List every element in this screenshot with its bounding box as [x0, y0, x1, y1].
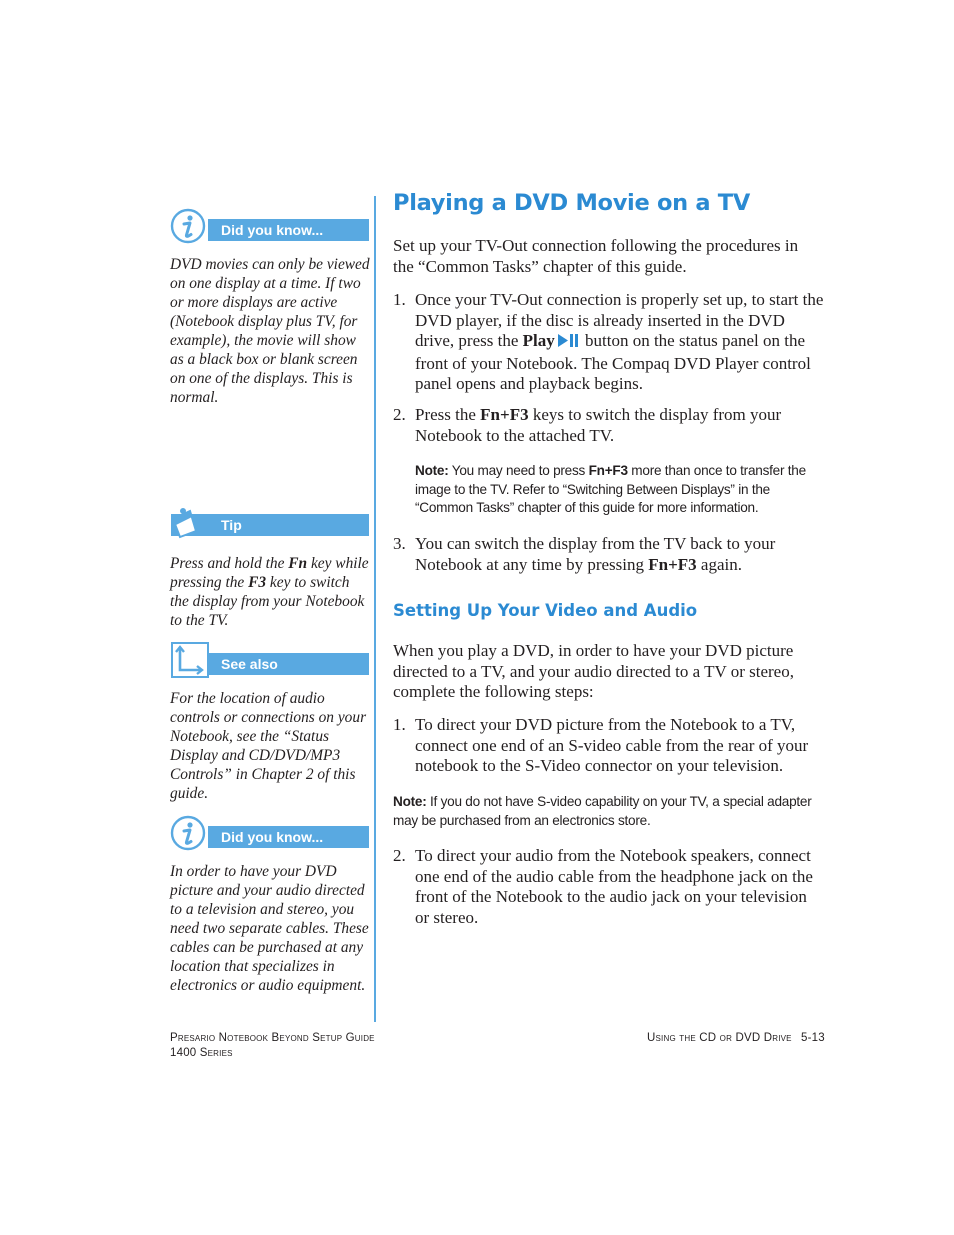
page-number: 5-13	[801, 1032, 825, 1044]
section-subtitle: Setting Up Your Video and Audio	[393, 601, 698, 620]
play-pause-icon	[557, 333, 579, 354]
footer-series: 1400 Series	[170, 1047, 233, 1059]
step-video	[393, 715, 825, 777]
step-number: 1.	[393, 715, 406, 734]
tip-text	[170, 554, 370, 630]
step-body: To direct your DVD picture from the Notebook to a TV, connect one end of an S-video cable from the rear of your notebook to the S-Video connector on your television.	[415, 715, 809, 776]
see-also-title: See also	[221, 656, 278, 672]
did-you-know-title-2: Did you know...	[221, 829, 324, 845]
info-icon	[170, 815, 208, 851]
key-combo: Fn+F3	[648, 554, 697, 574]
did-you-know-text-2: In order to have your DVD picture and your audio directed to a television and stereo, you need two separate cables. These cables can be purchased at any location that specializes in electronics or audio equipment.	[170, 863, 369, 994]
note-label: Note:	[393, 794, 427, 809]
tip-text-mid: key while pressing the	[170, 555, 369, 591]
did-you-know-text: DVD movies can only be viewed on one display at a time. If two or more displays are active (Notebook display plus TV, for example), the movie will show as a black box or blank screen on one of the displays. This is normal.	[170, 256, 370, 406]
intro-paragraph: Set up your TV-Out connection following the procedures in the “Common Tasks” chapter of this guide.	[393, 236, 799, 276]
tip-title: Tip	[221, 517, 242, 533]
step-number: 1.	[393, 290, 406, 309]
step-body: To direct your audio from the Notebook speakers, connect one end of the audio cable from the headphone jack on the front of the Notebook to the audio jack on your television or stereo.	[415, 846, 813, 927]
did-you-know-title: Did you know...	[221, 222, 324, 238]
tip-key-fn: Fn	[288, 555, 308, 572]
tip-text-post: key to switch the display from your Notebook to the TV.	[170, 574, 365, 629]
step-text: keys to switch the display from your Notebook to the attached TV.	[415, 405, 782, 445]
page-title: Playing a DVD Movie on a TV	[393, 190, 750, 216]
key-combo: Fn+F3	[480, 405, 529, 424]
key-combo: Fn+F3	[588, 463, 628, 478]
pushpin-note-icon	[170, 505, 210, 539]
step-body	[415, 405, 825, 446]
tip-text-pre: Press and hold the	[170, 555, 289, 572]
note-label: Note:	[415, 463, 449, 478]
step-number: 3.	[393, 534, 406, 553]
step-number: 2.	[393, 405, 406, 424]
note-2	[393, 793, 823, 830]
step-3	[393, 534, 825, 575]
step-number: 2.	[393, 846, 406, 865]
note-text: If you do not have S-video capability on your TV, a special adapter may be purchased from an electronics store.	[393, 794, 812, 828]
info-icon	[170, 208, 208, 244]
column-divider	[374, 196, 376, 1022]
see-also-text: For the location of audio controls or connections on your Notebook, see the “Status Display and CD/DVD/MP3 Controls” in Chapter 2 of this guide.	[170, 690, 367, 802]
step-2	[393, 405, 825, 446]
step-text: Press the	[415, 405, 481, 424]
step-audio	[393, 846, 825, 928]
step-body	[415, 534, 825, 575]
note-1	[415, 462, 823, 518]
step-body	[415, 290, 825, 395]
tip-key-f3: F3	[248, 574, 267, 591]
step-text: again.	[696, 554, 742, 574]
note-text: more than once to transfer the image to the TV. Refer to “Switching Between Displays” in the “Common Tasks” chapter of this guide for more information.	[415, 463, 806, 516]
step-text: button on the status panel on the front of your Notebook. The Compaq DVD Player control panel opens and playback begins.	[415, 331, 811, 394]
footer-guide-title: Presario Notebook Beyond Setup Guide	[170, 1032, 375, 1044]
play-button-label: Play	[522, 331, 555, 351]
step-text: Once your TV-Out connection is properly set up, to start the DVD player, if the disc is already inserted in the DVD drive, press the	[415, 290, 824, 351]
step-text: You can switch the display from the TV back to your Notebook at any time by pressing	[415, 534, 776, 574]
note-text: You may need to press	[448, 463, 589, 478]
footer-chapter: Using the CD or DVD Drive	[647, 1032, 792, 1044]
step-1	[393, 290, 825, 395]
section-intro: When you play a DVD, in order to have your DVD picture directed to a TV, and your audio directed to a TV or stereo, complete the following steps:	[393, 641, 794, 702]
corner-arrow-icon	[171, 642, 209, 678]
